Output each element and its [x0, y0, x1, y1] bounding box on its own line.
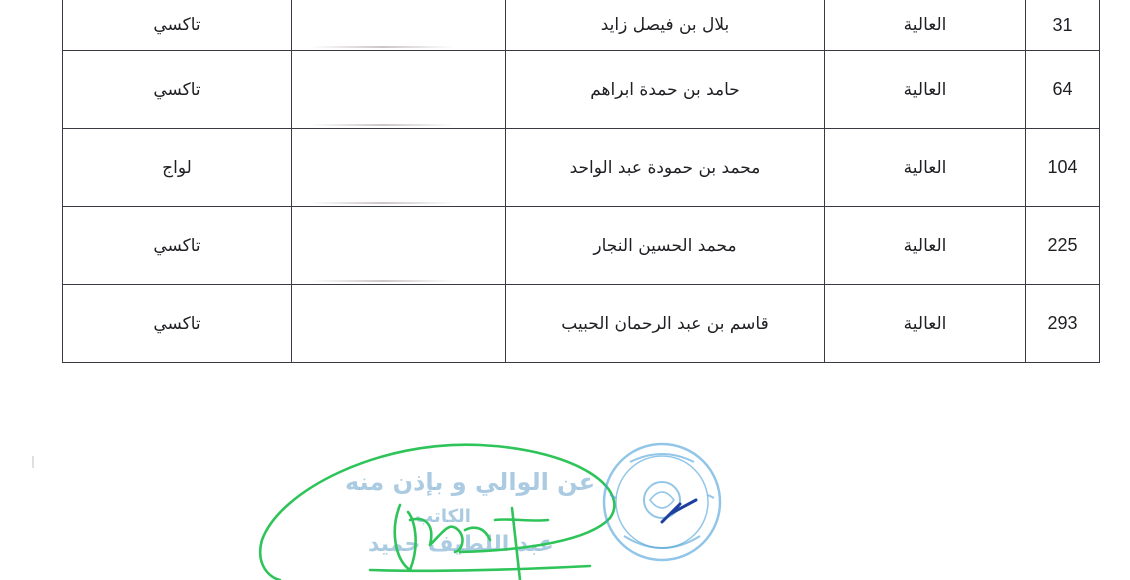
row-blank-cell: [292, 207, 506, 285]
approval-title: الكاتب: [415, 506, 471, 527]
row-area: العالية: [825, 51, 1026, 129]
row-number: 64: [1026, 51, 1100, 129]
row-vehicle-type: تاكسي: [63, 207, 292, 285]
scan-speck: [32, 456, 34, 468]
row-blank-cell: [292, 0, 506, 51]
row-vehicle-type: لواج: [63, 129, 292, 207]
row-area: العالية: [825, 0, 1026, 51]
row-name: حامد بن حمدة ابراهم: [506, 51, 825, 129]
row-blank-cell: [292, 285, 506, 363]
vehicle-permits-table: [62, 0, 1100, 363]
row-blank-cell: [292, 129, 506, 207]
table-row: [63, 207, 1100, 285]
row-name: محمد الحسين النجار: [506, 207, 825, 285]
table-row: [63, 0, 1100, 51]
row-number: 225: [1026, 207, 1100, 285]
approval-line: عن الوالي و بإذن منه: [345, 468, 596, 496]
row-number: 104: [1026, 129, 1100, 207]
row-name: قاسم بن عبد الرحمان الحبيب: [506, 285, 825, 363]
table-row: [63, 129, 1100, 207]
table-row: [63, 285, 1100, 363]
row-area: العالية: [825, 129, 1026, 207]
official-stamp-icon: [600, 440, 724, 564]
row-number: 31: [1026, 0, 1100, 51]
row-area: العالية: [825, 285, 1026, 363]
row-area: العالية: [825, 207, 1026, 285]
table-row: [63, 51, 1100, 129]
row-name: محمد بن حمودة عبد الواحد: [506, 129, 825, 207]
approval-signer-name: عبد اللطيف حميد: [368, 532, 554, 557]
row-blank-cell: [292, 51, 506, 129]
row-vehicle-type: تاكسي: [63, 0, 292, 51]
row-number: 293: [1026, 285, 1100, 363]
row-vehicle-type: تاكسي: [63, 285, 292, 363]
row-vehicle-type: تاكسي: [63, 51, 292, 129]
row-name: بلال بن فيصل زايد: [506, 0, 825, 51]
